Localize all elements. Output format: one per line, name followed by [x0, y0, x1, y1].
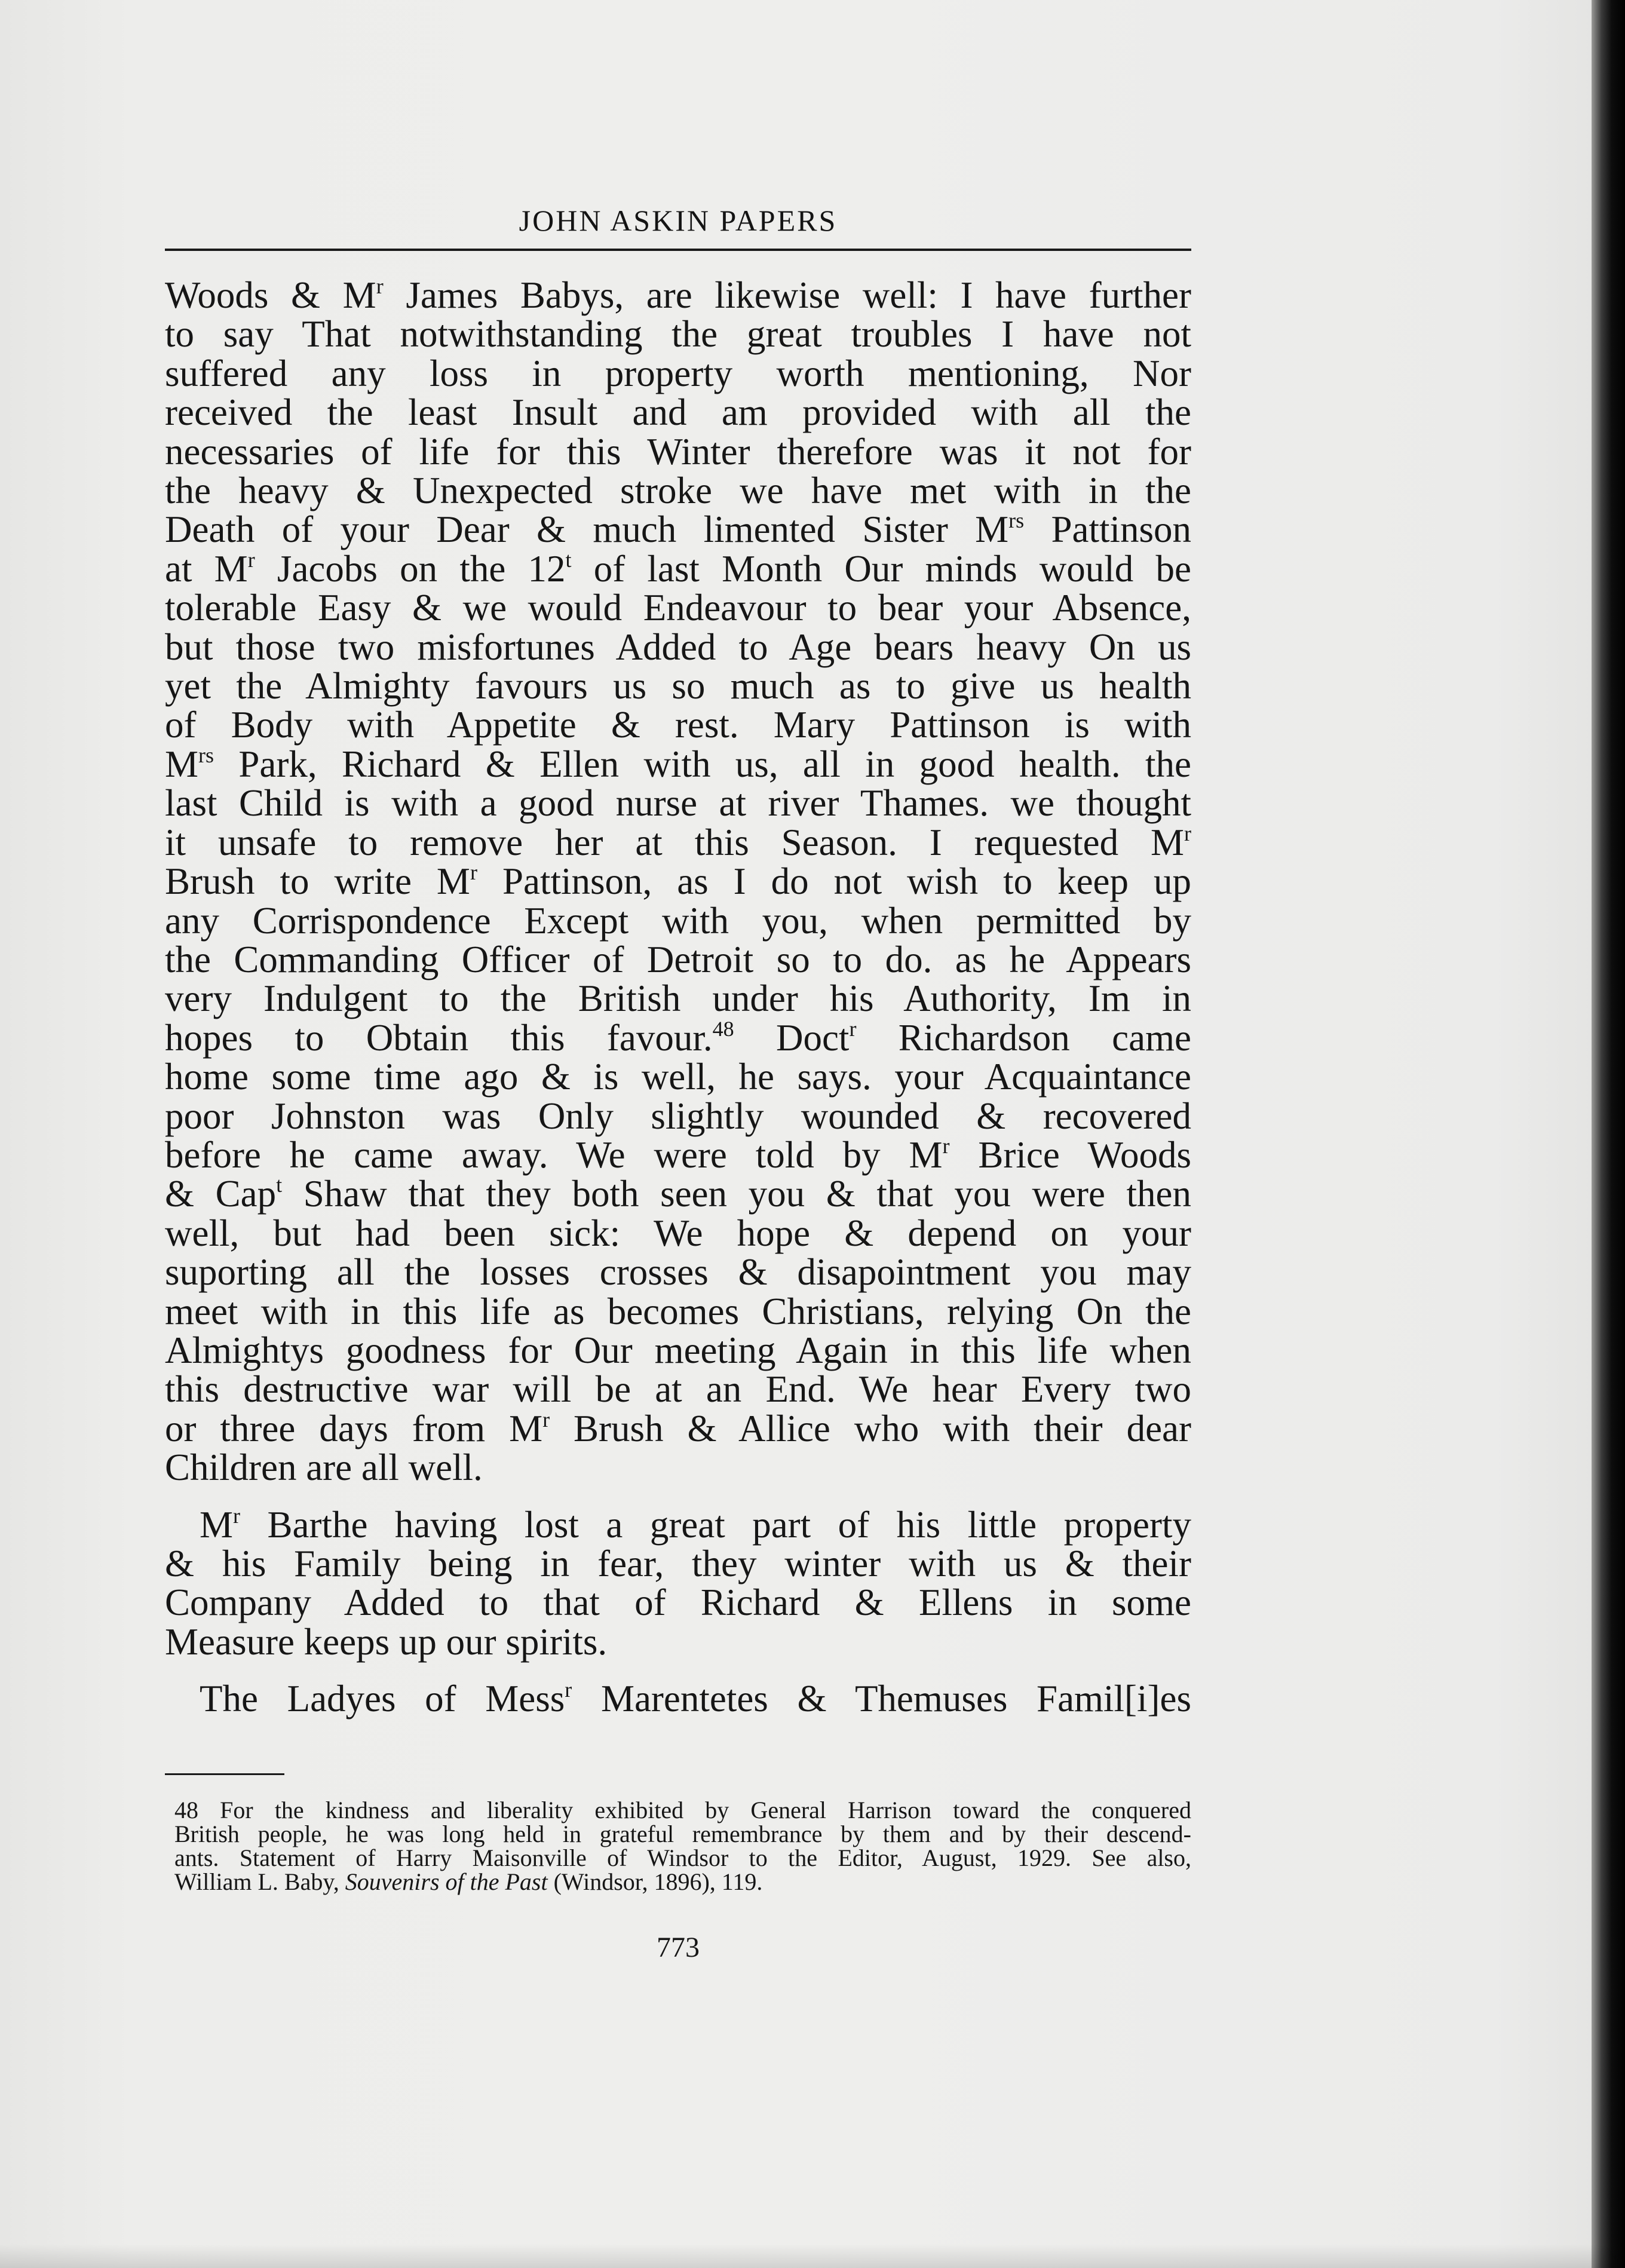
- text-line: & Cap$^t$ Shaw that they both seen you & that you were then: [165, 1173, 1191, 1215]
- page-number: 773: [657, 1932, 700, 1963]
- text-line: The Ladyes of Mess$^r$ Marentetes & Themuses Famil[i]es: [200, 1678, 1191, 1720]
- text-line: Company Added to that of Richard & Ellens in some: [165, 1582, 1191, 1624]
- text-line: Brush to write $M^r$ Pattinson, as I do not wish to keep up: [165, 860, 1192, 903]
- footnote-line: ants. Statement of Harry Maisonville of Windsor to the Editor, August, 1929. See also,: [174, 1844, 1191, 1871]
- text-line: Woods & $M^r$ James Babys, are likewise well: I have further: [165, 274, 1191, 316]
- text-line: last Child is with a good nurse at river Thames. we thought: [165, 782, 1191, 825]
- text-line: suffered any loss in property worth mentioning, Nor: [165, 352, 1191, 394]
- page-edge-shadow: [1592, 0, 1625, 2268]
- text-line: received the least Insult and am provided with all the: [165, 391, 1191, 434]
- text-line: Measure keeps up our spirits.: [165, 1620, 608, 1663]
- text-line: of Body with Appetite & rest. Mary Pattinson is with: [165, 704, 1191, 746]
- text-line: necessaries of life for this Winter therefore was it not for: [165, 430, 1191, 473]
- text-line: Children are all well.: [165, 1446, 483, 1489]
- text-line: $M^{rs}$ Park, Richard & Ellen with us, all in good health. the: [165, 743, 1191, 785]
- running-head: JOHN ASKIN PAPERS: [519, 204, 838, 237]
- text-line: suporting all the losses crosses & disapointment you may: [165, 1251, 1191, 1294]
- text-line: but those two misfortunes Added to Age bears heavy On us: [165, 626, 1191, 668]
- text-line: & his Family being in fear, they winter with us & their: [165, 1543, 1191, 1584]
- text-line: at $M^r$ Jacobs on the 12$^t$ of last Month Our minds would be: [165, 547, 1191, 590]
- text-line: or three days from $M^r$ Brush & Allice who with their dear: [165, 1407, 1191, 1449]
- footnote: [174, 1798, 1191, 1894]
- text-line: any Corrispondence Except with you, when permitted by: [165, 899, 1191, 942]
- text-line: the heavy & Unexpected stroke we have met with in the: [165, 470, 1191, 512]
- text-line: $M^r$ Barthe having lost a great part of his little property: [200, 1503, 1191, 1546]
- body-text: [165, 276, 1191, 1719]
- footnote-rule: [165, 1773, 284, 1775]
- footnote-marker: 48: [712, 1016, 734, 1041]
- text-line: hopes to Obtain this favour.$^{48}$ Doct$^r$ Richardson came: [165, 1016, 1191, 1059]
- text-line: meet with in this life as becomes Christians, relying On the: [165, 1290, 1191, 1332]
- bottom-shadow: [0, 2244, 1625, 2268]
- text-line: this destructive war will be at an End. We hear Every two: [165, 1368, 1191, 1411]
- text-line: poor Johnston was Only slightly wounded & recovered: [165, 1095, 1191, 1137]
- header-rule: [165, 249, 1191, 251]
- text-line: to say That notwithstanding the great troubles I have not: [165, 313, 1191, 355]
- text-line: Almightys goodness for Our meeting Again in this life when: [165, 1329, 1191, 1371]
- text-line: the Commanding Officer of Detroit so to do. as he Appears: [165, 938, 1191, 980]
- footnote-line: 48 For the kindness and liberality exhibited by General Harrison toward the conquered: [174, 1797, 1191, 1823]
- text-line: it unsafe to remove her at this Season. I requested $M^r$: [165, 821, 1191, 863]
- text-line: home some time ago & is well, he says. your Acquaintance: [165, 1056, 1191, 1098]
- text-line: Death of your Dear & much limented Sister $M^{rs}$ Pattinson: [165, 508, 1192, 551]
- text-line: tolerable Easy & we would Endeavour to bear your Absence,: [165, 587, 1191, 629]
- text-line: yet the Almighty favours us so much as to give us health: [165, 665, 1191, 707]
- footnote-line: British people, he was long held in grateful remembrance by them and by their descend-: [174, 1820, 1191, 1847]
- book-title: Souvenirs of the Past: [345, 1868, 548, 1895]
- text-line: before he came away. We were told by $M^r$ Brice Woods: [165, 1133, 1191, 1176]
- text-line: well, but had been sick: We hope & depend on your: [165, 1212, 1191, 1254]
- footnote-line: William L. Baby, Souvenirs of the Past (Windsor, 1896), 119.: [174, 1868, 763, 1895]
- text-line: very Indulgent to the British under his Authority, Im in: [165, 977, 1191, 1020]
- footnote-number: 48: [174, 1797, 198, 1823]
